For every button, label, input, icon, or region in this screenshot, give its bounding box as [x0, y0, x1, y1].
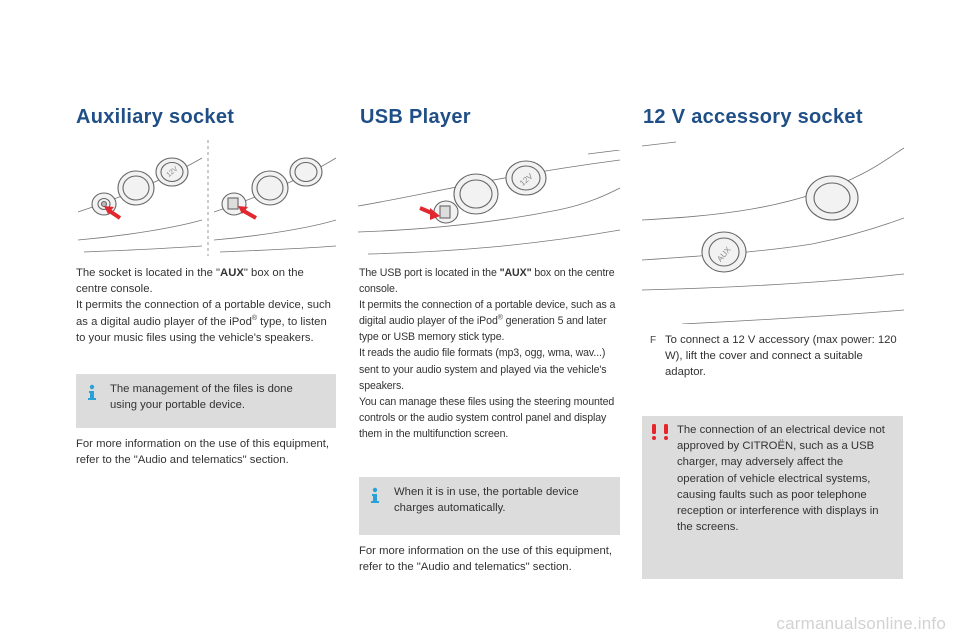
acc-title: 12 V accessory socket — [643, 106, 863, 128]
label-12v-left: 12V — [165, 165, 180, 179]
usb-p2-sup: ® — [497, 314, 503, 322]
usb-p1-prefix: The USB port is located in the — [359, 267, 500, 279]
aux-socket-figure — [74, 140, 336, 256]
usb-title: USB Player — [360, 106, 471, 128]
footer-watermark: carmanualsonline.info — [776, 614, 946, 633]
info-icon — [85, 384, 99, 400]
warning-icon — [650, 424, 672, 440]
usb-description — [359, 265, 623, 442]
usb-p3: It reads the audio file formats (mp3, ogg, wma, wav...) sent to your audio system and played via the vehicle's speakers. — [359, 347, 607, 392]
usb-p4: You can manage these files using the steering mounted controls or the audio system control panel and display them in the multifunction screen. — [359, 395, 615, 440]
aux-info-note — [76, 374, 336, 428]
aux-description — [76, 265, 338, 346]
aux-title: Auxiliary socket — [76, 106, 235, 128]
usb-p2-suffix: generation 5 and later type or USB memory stick type. — [359, 315, 607, 344]
label-aux: AUX — [715, 245, 733, 264]
acc-warning-text: The connection of an electrical device not approved by CITROËN, such as a USB charger, may adversely affect the operation of vehicle electrical systems, causing faults such as poor telephone reception or interference with displays in the screens. — [677, 424, 885, 534]
usb-figure — [358, 150, 620, 256]
aux-para1-suffix: " box on the centre console. — [76, 267, 304, 296]
aux-more-info: For more information on the use of this equipment, refer to the "Audio and telematics" section. — [76, 438, 330, 467]
usb-more-info: For more information on the use of this equipment, refer to the "Audio and telematics" section. — [359, 545, 613, 574]
usb-p2-prefix: It permits the connection of a portable device, such as a digital audio player of the iPod — [359, 299, 616, 328]
usb-note-text: When it is in use, the portable device charges automatically. — [394, 486, 579, 515]
aux-para1-prefix: The socket is located in the " — [76, 267, 221, 279]
bullet-marker: F — [650, 335, 657, 346]
usb-p1-suffix: box on the centre console. — [359, 267, 615, 296]
aux-note-text: The management of the files is done using your portable device. — [110, 383, 293, 412]
aux-para1-bold: AUX — [220, 267, 244, 279]
usb-info-note — [359, 477, 620, 535]
aux-para2-sup: ® — [251, 314, 258, 322]
usb-p1-bold: "AUX" — [499, 267, 532, 279]
acc-step: To connect a 12 V accessory (max power: 120 W), lift the cover and connect a suitable adaptor. — [665, 334, 897, 379]
aux-para2-suffix: type, to listen to your music files using the vehicle's speakers. — [76, 315, 327, 344]
info-icon — [368, 487, 382, 503]
acc-socket-figure — [642, 140, 904, 324]
acc-warning-note — [642, 416, 903, 579]
label-12v-usb: 12V — [517, 171, 535, 188]
aux-para2-prefix: It permits the connection of a portable device, such as a digital audio player of the iPod — [76, 299, 331, 328]
